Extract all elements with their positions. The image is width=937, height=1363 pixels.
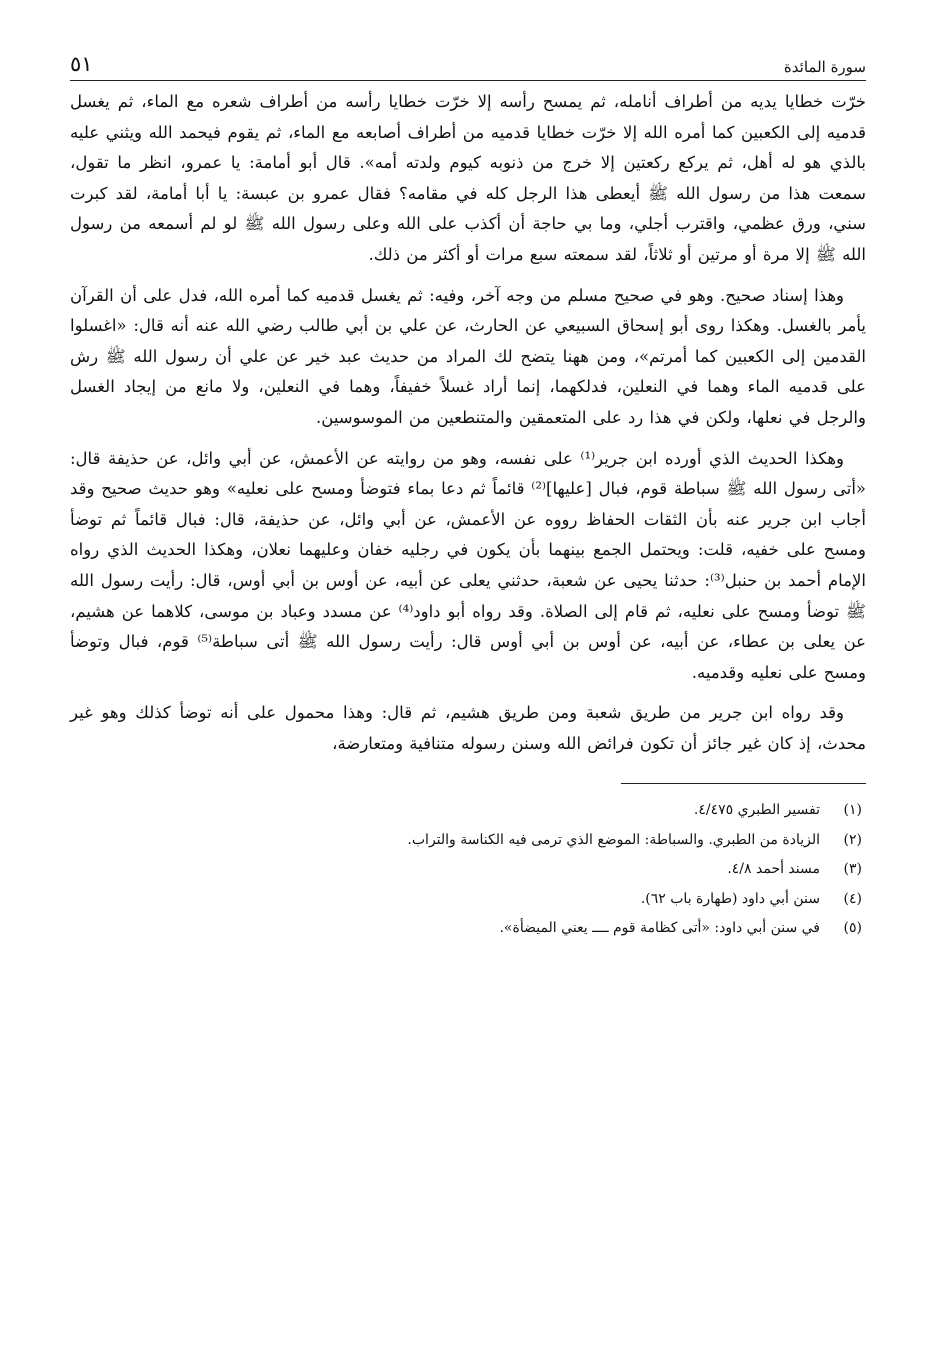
footnote <box>70 826 862 856</box>
footnote-number: (٤) <box>843 890 862 907</box>
footnote <box>70 855 862 885</box>
footnote-text: مسند أحمد ٤/٨. <box>727 861 820 878</box>
footnote-text: الزيادة من الطبري. والسباطة: الموضع الذي ترمى فيه الكناسة والتراب. <box>407 831 820 848</box>
paragraph: وهذا إسناد صحيح. وهو في صحيح مسلم من وجه آخر، وفيه: ثم يغسل قدميه كما أمره الله، فدل على أن القرآن يأمر بالغسل. وهكذا روى أبو إسحاق السبيعي عن الحارث، عن علي بن أبي طالب رضي الله عنه أنه قال: «اغسلوا القدمين إلى الكعبين كما أمرتم»، ومن ههنا يتضح لك المراد من حديث عبد خير عن علي أن رسول الله ﷺ رش على قدميه الماء وهما في النعلين، فدلكهما، إنما أراد غسلاً خفيفاً، وهما في النعلين، ولا مانع من إيجاد الغسل والرجل في نعلها، ولكن في هذا رد على المتعمقين والمتنطعين من الموسوسين. <box>70 285 866 427</box>
footnote <box>70 914 862 944</box>
footnote-number: (١) <box>843 802 862 819</box>
paragraph: وهكذا الحديث الذي أورده ابن جرير⁽¹⁾ على نفسه، وهو من روايته عن الأعمش، عن أبي وائل، عن حذيفة قال: «أتى رسول الله ﷺ سباطة قوم، فبال [عليها]⁽²⁾ قائماً ثم دعا بماء فتوضأ ومسح على نعليه» وهو حديث صحيح وقد أجاب ابن جرير عنه بأن الثقات الحفاظ رووه عن الأعمش، عن أبي وائل، عن حذيفة، قال: فبال قائماً ثم توضأ ومسح على خفيه، قلت: ويحتمل الجمع بينهما بأن يكون في رجليه خفان وعليهما نعلان، وهكذا الحديث الذي رواه الإمام أحمد بن حنبل⁽³⁾: حدثنا يحيى عن شعبة، حدثني يعلى عن أبيه، عن أوس بن أبي أوس، قال: رأيت رسول الله ﷺ توضأ ومسح على نعليه، ثم قام إلى الصلاة. وقد رواه أبو داود⁽⁴⁾ عن مسدد وعباد بن موسى، كلاهما عن هشيم، عن يعلى بن عطاء، عن أبيه، عن أوس بن أبي أوس قال: رأيت رسول الله ﷺ أتى سباطة⁽⁵⁾ قوم، فبال وتوضأ ومسح على نعليه وقدميه. <box>70 448 867 682</box>
footnote-number: (٥) <box>843 920 862 937</box>
footnote <box>70 796 862 826</box>
book-page <box>70 42 866 1342</box>
running-header <box>70 42 866 81</box>
surah-title: سورة المائدة <box>783 58 866 76</box>
footnote-text: سنن أبي داود (طهارة باب ٦٢). <box>640 890 820 907</box>
footnote <box>70 885 862 915</box>
footnote-text: تفسير الطبري ٤/٤٧٥. <box>693 802 820 819</box>
footnote-number: (٢) <box>843 831 862 848</box>
main-text <box>70 87 866 759</box>
paragraph: خرّت خطايا يديه من أطراف أنامله، ثم يمسح رأسه إلا خرّت خطايا رأسه من أطراف شعره مع الماء، ثم يغسل قدميه إلى الكعبين كما أمره الله إلا خرّت خطايا قدميه من أطراف أصابعه مع الماء، ثم يقوم فيحمد الله ويثني عليه بالذي هو له أهل، ثم يركع ركعتين إلا خرج من ذنوبه كيوم ولدته أمه». قال أبو أمامة: يا عمرو، انظر ما تقول، سمعت هذا من رسول الله ﷺ أيعطى هذا الرجل كله في مقامه؟ فقال عمرو بن عبسة: يا أبا أمامة، لقد كبرت سني، ورق عظمي، واقترب أجلي، وما بي حاجة أن أكذب على الله وعلى رسول الله ﷺ لو لم أسمعه من رسول الله ﷺ إلا مرة أو مرتين أو ثلاثاً، لقد سمعته سبع مرات أو أكثر من ذلك. <box>70 92 866 264</box>
footnotes <box>70 796 866 944</box>
page-number: ٥١ <box>70 52 93 76</box>
footnote-number: (٣) <box>843 861 862 878</box>
footnote-separator <box>621 783 866 784</box>
paragraph: وقد رواه ابن جرير من طريق شعبة ومن طريق هشيم، ثم قال: وهذا محمول على أنه توضأ كذلك وهو غير محدث، إذ كان غير جائز أن تكون فرائض الله وسنن رسوله متنافية ومتعارضة، <box>70 703 866 753</box>
footnote-text: في سنن أبي داود: «أتى كظامة قوم ــــ يعني الميضأة». <box>499 920 820 937</box>
